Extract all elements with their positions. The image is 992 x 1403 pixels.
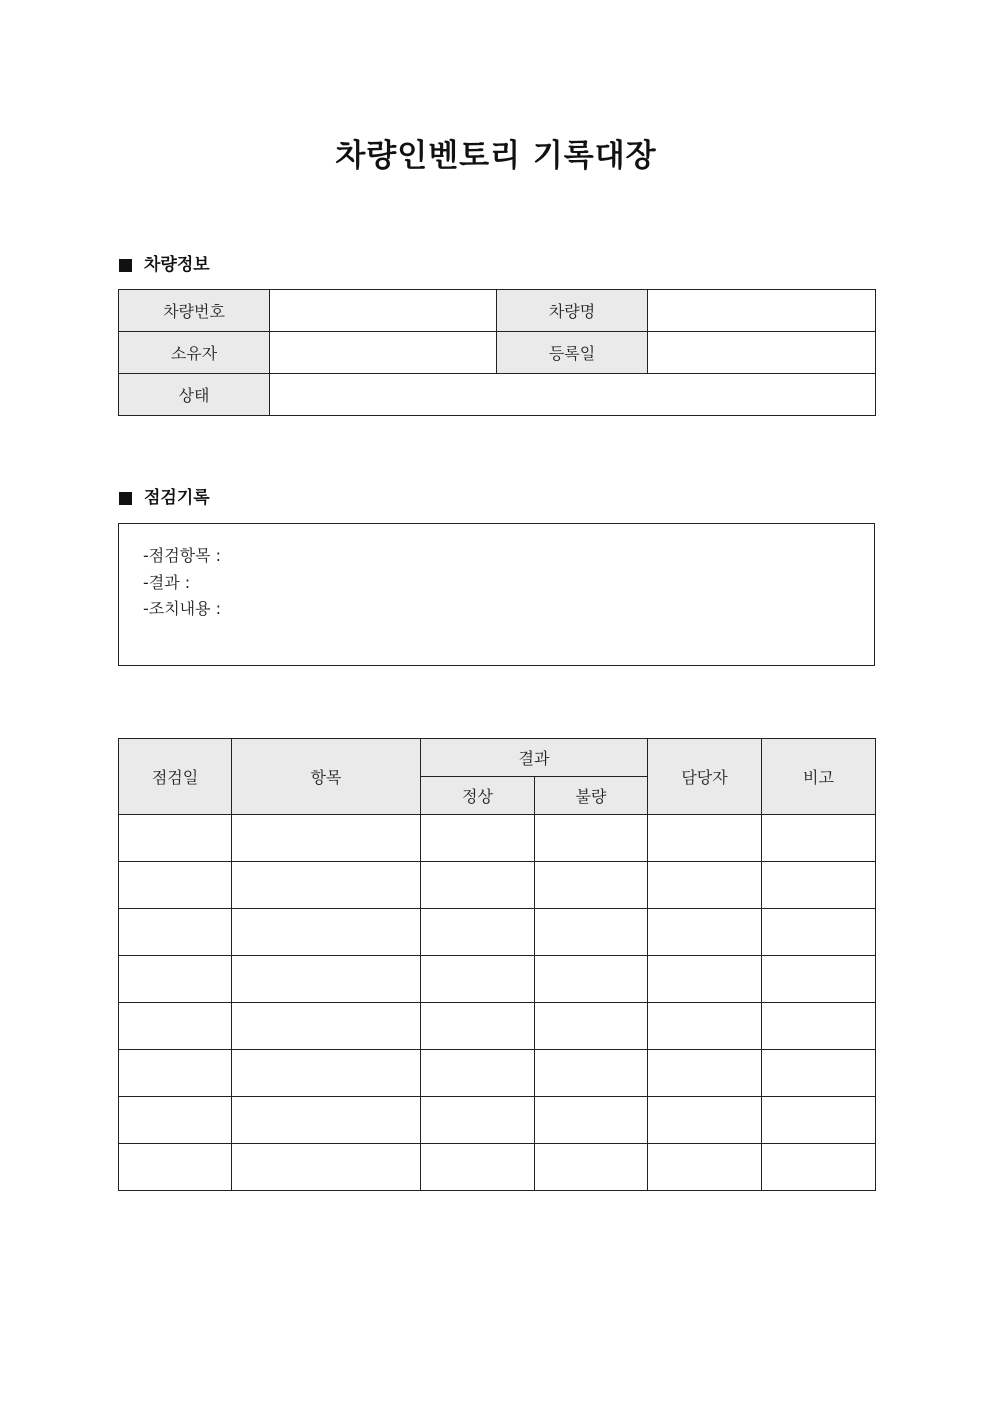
vehicle-info-row [119,374,876,416]
item-cell[interactable] [232,815,421,862]
date-cell[interactable] [119,956,232,1003]
table-row [119,862,876,909]
normal-cell[interactable] [421,862,535,909]
normal-cell[interactable] [421,956,535,1003]
remarks-cell[interactable] [762,1144,876,1191]
manager-cell[interactable] [648,909,762,956]
registration-date-label: 등록일 [497,332,648,374]
defective-cell[interactable] [535,862,648,909]
manager-cell[interactable] [648,1050,762,1097]
date-cell[interactable] [119,1003,232,1050]
owner-label: 소유자 [119,332,270,374]
manager-cell[interactable] [648,1003,762,1050]
inspection-action-line: -조치내용 : [143,599,222,618]
status-label: 상태 [119,374,270,416]
log-header-row [119,739,876,777]
manager-cell[interactable] [648,1144,762,1191]
item-cell[interactable] [232,1097,421,1144]
table-row [119,1003,876,1050]
table-row [119,956,876,1003]
inspection-record-heading [119,486,210,510]
plate-number-field[interactable] [270,290,497,332]
vehicle-info-heading-text: 차량정보 [144,255,210,275]
date-cell[interactable] [119,1144,232,1191]
item-cell[interactable] [232,1144,421,1191]
header-remarks: 비고 [762,739,876,815]
date-cell[interactable] [119,862,232,909]
inspection-log-table [118,738,876,1191]
normal-cell[interactable] [421,909,535,956]
vehicle-info-row [119,290,876,332]
vehicle-info-table [118,289,876,416]
item-cell[interactable] [232,909,421,956]
plate-number-label: 차량번호 [119,290,270,332]
page-title: 차량인벤토리 기록대장 [335,138,657,174]
defective-cell[interactable] [535,1003,648,1050]
status-field[interactable] [270,374,876,416]
date-cell[interactable] [119,1050,232,1097]
header-result: 결과 [421,739,648,777]
manager-cell[interactable] [648,956,762,1003]
table-row [119,1050,876,1097]
table-row [119,815,876,862]
header-item: 항목 [232,739,421,815]
defective-cell[interactable] [535,956,648,1003]
header-date: 점검일 [119,739,232,815]
owner-field[interactable] [270,332,497,374]
normal-cell[interactable] [421,1097,535,1144]
remarks-cell[interactable] [762,862,876,909]
vehicle-info-heading [119,253,210,277]
remarks-cell[interactable] [762,1097,876,1144]
vehicle-name-label: 차량명 [497,290,648,332]
inspection-result-line: -결과 : [143,572,191,592]
remarks-cell[interactable] [762,909,876,956]
vehicle-name-field[interactable] [648,290,876,332]
inspection-item-line: -점검항목 : [143,546,222,565]
normal-cell[interactable] [421,1050,535,1097]
defective-cell[interactable] [535,1050,648,1097]
square-bullet-icon [119,492,132,505]
date-cell[interactable] [119,815,232,862]
defective-cell[interactable] [535,815,648,862]
square-bullet-icon [119,259,132,272]
header-defective: 불량 [535,777,648,815]
remarks-cell[interactable] [762,1003,876,1050]
remarks-cell[interactable] [762,956,876,1003]
inspection-record-heading-text: 점검기록 [144,488,210,508]
normal-cell[interactable] [421,1144,535,1191]
item-cell[interactable] [232,1050,421,1097]
defective-cell[interactable] [535,1097,648,1144]
table-row [119,1144,876,1191]
date-cell[interactable] [119,1097,232,1144]
defective-cell[interactable] [535,909,648,956]
item-cell[interactable] [232,956,421,1003]
table-row [119,909,876,956]
manager-cell[interactable] [648,815,762,862]
inspection-record-lines [143,543,221,623]
vehicle-info-row [119,332,876,374]
header-manager: 담당자 [648,739,762,815]
inspection-record-box[interactable] [118,523,875,666]
normal-cell[interactable] [421,815,535,862]
manager-cell[interactable] [648,1097,762,1144]
table-row [119,1097,876,1144]
item-cell[interactable] [232,1003,421,1050]
manager-cell[interactable] [648,862,762,909]
header-normal: 정상 [421,777,535,815]
date-cell[interactable] [119,909,232,956]
item-cell[interactable] [232,862,421,909]
defective-cell[interactable] [535,1144,648,1191]
registration-date-field[interactable] [648,332,876,374]
remarks-cell[interactable] [762,1050,876,1097]
normal-cell[interactable] [421,1003,535,1050]
remarks-cell[interactable] [762,815,876,862]
